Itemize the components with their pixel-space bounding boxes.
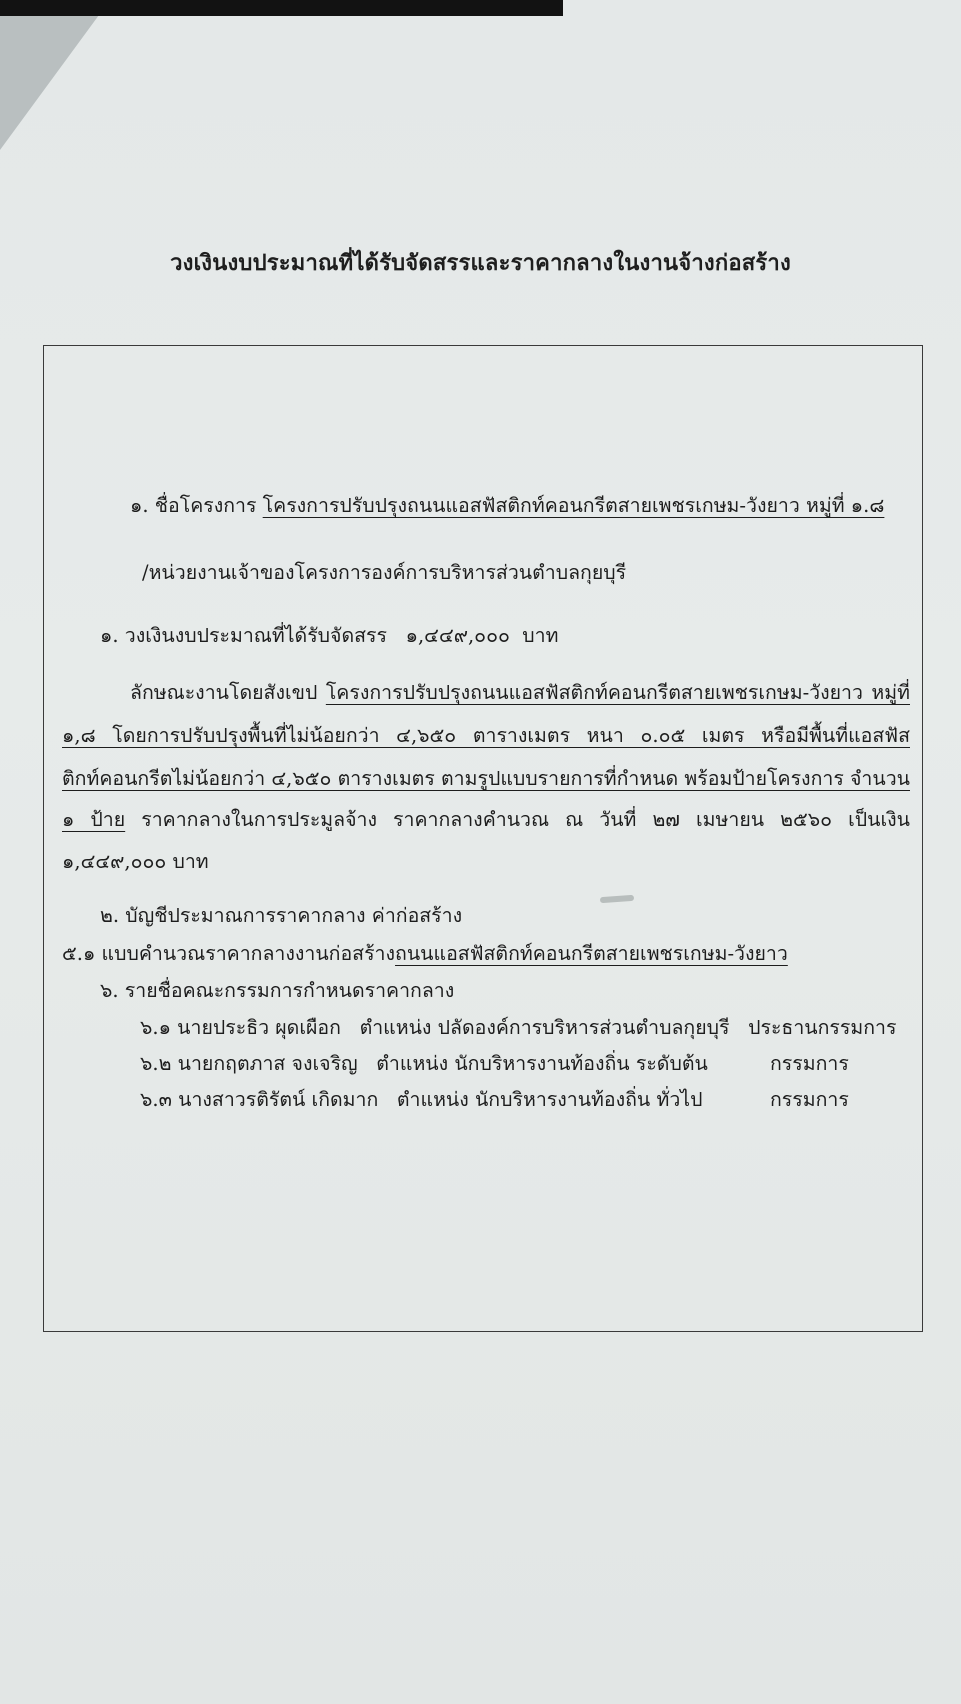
committee-role: ประธานกรรมการ bbox=[748, 1016, 897, 1039]
committee-no: ๖.๒ bbox=[140, 1052, 172, 1075]
committee-row bbox=[140, 1048, 849, 1079]
budget-line bbox=[100, 620, 558, 651]
document-title: วงเงินงบประมาณที่ได้รับจัดสรรและราคากลางในงานจ้างก่อสร้าง bbox=[170, 250, 791, 276]
description-price-text: ราคากลางในการประมูลจ้าง ราคากลางคำนวณ ณ วันที่ ๒๗ เมษายน ๒๕๖๐ เป็นเงิน bbox=[141, 808, 910, 831]
committee-row bbox=[140, 1012, 896, 1043]
budget-amount: ๑,๔๔๙,๐๐๐ bbox=[405, 624, 510, 647]
calc-prefix: ๕.๑ แบบคำนวณราคากลางงานก่อสร้าง bbox=[62, 942, 396, 965]
calc-line bbox=[62, 938, 788, 969]
committee-position: ตำแหน่ง ปลัดองค์การบริหารส่วนตำบลกุยบุรี bbox=[359, 1016, 730, 1039]
committee-position: ตำแหน่ง นักบริหารงานท้องถิ่น ทั่วไป bbox=[396, 1088, 703, 1111]
committee-role: กรรมการ bbox=[770, 1052, 849, 1075]
committee-name: นางสาวรติรัตน์ เกิดมาก bbox=[178, 1088, 379, 1111]
committee-heading: ๖. รายชื่อคณะกรรมการกำหนดราคากลาง bbox=[100, 979, 455, 1002]
description-prefix: ลักษณะงานโดยสังเขป bbox=[130, 681, 326, 704]
description-line-5: ๑,๔๔๙,๐๐๐ บาท bbox=[62, 850, 209, 873]
committee-role: กรรมการ bbox=[770, 1088, 849, 1111]
committee-position: ตำแหน่ง นักบริหารงานท้องถิ่น ระดับต้น bbox=[376, 1052, 708, 1075]
committee-name: นายประธิว ผุดเผือก bbox=[177, 1016, 341, 1039]
committee-no: ๖.๑ bbox=[140, 1016, 171, 1039]
description-project-name: โครงการปรับปรุงถนนแอสฟัสติกท์คอนกรีตสายเพชรเกษม-วังยาว หมู่ที่ bbox=[325, 681, 910, 704]
price-list-heading: ๒. บัญชีประมาณการราคากลาง ค่าก่อสร้าง bbox=[100, 904, 463, 927]
budget-unit: บาท bbox=[522, 624, 559, 647]
project-name-label: ๑. ชื่อโครงการ bbox=[130, 494, 263, 517]
committee-row bbox=[140, 1084, 849, 1115]
top-dark-edge bbox=[0, 0, 563, 16]
description-line-4 bbox=[62, 804, 910, 835]
calc-road-name: ถนนแอสฟัสติกท์คอนกรีตสายเพชรเกษม-วังยาว bbox=[395, 942, 788, 965]
description-line-2: ๑,๘ โดยการปรับปรุงพื้นที่ไม่น้อยกว่า ๔,๖๕๐ ตารางเมตร หนา ๐.๐๕ เมตร หรือมีพื้นที่แอสฟัส bbox=[62, 724, 910, 747]
budget-label: ๑. วงเงินงบประมาณที่ได้รับจัดสรร bbox=[100, 624, 387, 647]
agency-line: /หน่วยงานเจ้าของโครงการองค์การบริหารส่วนตำบลกุยบุรี bbox=[142, 561, 627, 584]
project-name-line bbox=[130, 490, 884, 521]
committee-name: นายกฤตภาส จงเจริญ bbox=[177, 1052, 358, 1075]
project-name-value: โครงการปรับปรุงถนนแอสฟัสติกท์คอนกรีตสายเพชรเกษม-วังยาว หมู่ที่ ๑.๘ bbox=[262, 494, 885, 517]
description-line-1 bbox=[130, 677, 910, 708]
committee-no: ๖.๓ bbox=[140, 1088, 172, 1111]
description-line-3: ติกท์คอนกรีตไม่น้อยกว่า ๔,๖๕๐ ตารางเมตร ตามรูปแบบรายการที่กำหนด พร้อมป้ายโครงการ จำนวน bbox=[62, 767, 910, 790]
description-sign-count: ๑ ป้าย bbox=[62, 808, 126, 831]
